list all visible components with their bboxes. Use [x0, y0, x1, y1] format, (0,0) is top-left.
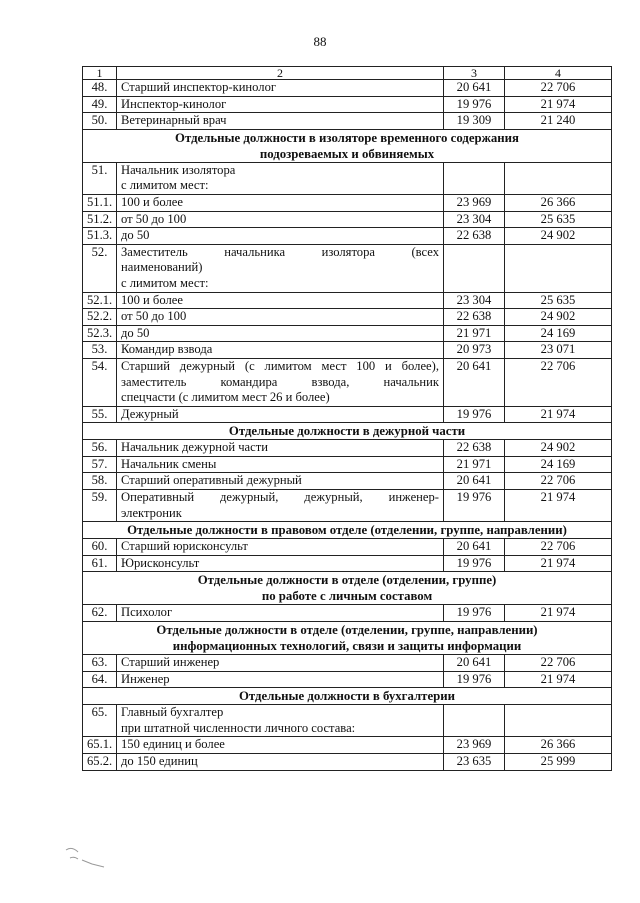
- salary-min-value: 20 641: [444, 655, 505, 672]
- salary-min-value: 19 976: [444, 605, 505, 622]
- position-name: [117, 309, 444, 326]
- position-name: [117, 490, 444, 522]
- section-header-row: [83, 688, 612, 705]
- position-name: [117, 244, 444, 292]
- salary-max-value: 22 706: [505, 80, 612, 97]
- position-name-line: Оперативный дежурный, дежурный, инженер-: [121, 490, 439, 505]
- position-name-line: Начальник изолятора: [121, 162, 236, 177]
- position-name-line: от 50 до 100: [121, 211, 187, 226]
- salary-min-value: 23 969: [444, 194, 505, 211]
- table-row: [83, 473, 612, 490]
- position-name: [117, 292, 444, 309]
- page-number: 88: [313, 34, 327, 49]
- table-row: [83, 737, 612, 754]
- position-name: [117, 96, 444, 113]
- salary-max-value: [505, 705, 612, 737]
- position-name-line: Заместитель начальника изолятора (всех: [121, 244, 439, 259]
- position-name-line: с лимитом мест:: [121, 178, 209, 193]
- position-name-line: 150 единиц и более: [121, 737, 225, 752]
- position-name: [117, 555, 444, 572]
- row-number: 60.: [83, 539, 117, 556]
- salary-max-value: 23 071: [505, 342, 612, 359]
- section-title: [83, 129, 612, 162]
- table-body: [83, 67, 612, 771]
- salary-max-value: 24 902: [505, 440, 612, 457]
- table-row: [83, 440, 612, 457]
- salary-min-value: 22 638: [444, 309, 505, 326]
- table-row: [83, 194, 612, 211]
- position-name: [117, 605, 444, 622]
- position-name: [117, 737, 444, 754]
- table-row: [83, 292, 612, 309]
- position-name-line: заместитель командира взвода, начальник: [121, 374, 439, 389]
- position-name-line: Командир взвода: [121, 342, 213, 357]
- header-cell-3: 3: [444, 67, 505, 80]
- table-row: [83, 244, 612, 292]
- position-name: [117, 440, 444, 457]
- row-number: 65.2.: [83, 754, 117, 771]
- salary-min-value: 23 304: [444, 292, 505, 309]
- table-row: [83, 162, 612, 194]
- position-name: [117, 113, 444, 130]
- salary-min-value: 22 638: [444, 440, 505, 457]
- salary-max-value: 25 635: [505, 292, 612, 309]
- position-name: [117, 162, 444, 194]
- position-name-line: с лимитом мест:: [121, 275, 209, 290]
- table-row: [83, 96, 612, 113]
- position-name-line: Старший инженер: [121, 655, 220, 670]
- table-row: [83, 671, 612, 688]
- salary-min-value: 20 641: [444, 539, 505, 556]
- position-name: [117, 80, 444, 97]
- position-name: [117, 539, 444, 556]
- salary-max-value: 26 366: [505, 194, 612, 211]
- salary-min-value: 19 976: [444, 406, 505, 423]
- table-row: [83, 705, 612, 737]
- position-name-line: Инспектор-кинолог: [121, 96, 227, 111]
- row-number: 59.: [83, 490, 117, 522]
- section-title: [83, 572, 612, 605]
- position-name-line: Инженер: [121, 671, 170, 686]
- position-name: [117, 211, 444, 228]
- row-number: 62.: [83, 605, 117, 622]
- row-number: 51.1.: [83, 194, 117, 211]
- table-row: [83, 358, 612, 406]
- section-title-line: информационных технологий, связи и защиты информации: [172, 639, 522, 654]
- row-number: 51.3.: [83, 228, 117, 245]
- salary-max-value: [505, 162, 612, 194]
- salary-min-value: 23 304: [444, 211, 505, 228]
- scan-smudge-mark: [62, 840, 112, 870]
- section-header-row: [83, 622, 612, 655]
- table-row: [83, 754, 612, 771]
- row-number: 48.: [83, 80, 117, 97]
- row-number: 65.: [83, 705, 117, 737]
- table-row: [83, 309, 612, 326]
- position-name-line: 100 и более: [121, 194, 183, 209]
- section-header-row: [83, 129, 612, 162]
- section-title-line: Отдельные должности в правовом отделе (отделении, группе, направлении): [127, 523, 567, 538]
- header-cell-4: 4: [505, 67, 612, 80]
- salary-min-value: 19 976: [444, 555, 505, 572]
- section-header-row: [83, 522, 612, 539]
- table-row: [83, 113, 612, 130]
- salary-max-value: 26 366: [505, 737, 612, 754]
- position-name-line: Начальник смены: [121, 456, 217, 471]
- section-title-line: Отдельные должности в бухгалтерии: [238, 689, 456, 704]
- salary-min-value: [444, 705, 505, 737]
- table-row: [83, 456, 612, 473]
- salary-max-value: 22 706: [505, 473, 612, 490]
- section-title-line: подозреваемых и обвиняемых: [259, 146, 435, 161]
- salary-min-value: 20 641: [444, 80, 505, 97]
- header-cell-2: 2: [117, 67, 444, 80]
- section-header-row: [83, 423, 612, 440]
- section-title-line: по работе с личным составом: [261, 589, 433, 604]
- position-name: [117, 358, 444, 406]
- position-name: [117, 473, 444, 490]
- position-name: [117, 228, 444, 245]
- section-title-line: Отдельные должности в отделе (отделении, группе, направлении): [156, 623, 538, 638]
- row-number: 51.2.: [83, 211, 117, 228]
- table-row: [83, 555, 612, 572]
- salary-max-value: 21 240: [505, 113, 612, 130]
- salary-max-value: 21 974: [505, 96, 612, 113]
- position-name-line: электроник: [121, 505, 182, 520]
- row-number: 52.3.: [83, 325, 117, 342]
- table-row: [83, 605, 612, 622]
- salary-max-value: 21 974: [505, 490, 612, 522]
- salary-max-value: 24 169: [505, 325, 612, 342]
- salary-min-value: 21 971: [444, 325, 505, 342]
- table-row: [83, 406, 612, 423]
- table-row: [83, 539, 612, 556]
- salary-min-value: 23 635: [444, 754, 505, 771]
- row-number: 63.: [83, 655, 117, 672]
- header-cell-1: 1: [83, 67, 117, 80]
- position-name-line: Старший оперативный дежурный: [121, 473, 302, 488]
- position-name-line: Дежурный: [121, 406, 179, 421]
- salary-min-value: 21 971: [444, 456, 505, 473]
- section-title-line: Отдельные должности в изоляторе временного содержания: [175, 130, 519, 145]
- table-row: [83, 342, 612, 359]
- row-number: 52.: [83, 244, 117, 292]
- salary-max-value: 24 169: [505, 456, 612, 473]
- salary-min-value: 20 641: [444, 358, 505, 406]
- position-name-line: Главный бухгалтер: [121, 705, 224, 720]
- row-number: 50.: [83, 113, 117, 130]
- table-row: [83, 490, 612, 522]
- section-header-row: [83, 572, 612, 605]
- section-title: [83, 622, 612, 655]
- table-row: [83, 655, 612, 672]
- row-number: 52.1.: [83, 292, 117, 309]
- salary-max-value: 21 974: [505, 671, 612, 688]
- position-name-line: Ветеринарный врач: [121, 113, 227, 128]
- salary-max-value: [505, 244, 612, 292]
- row-number: 53.: [83, 342, 117, 359]
- salary-min-value: 22 638: [444, 228, 505, 245]
- salary-table: [82, 66, 612, 771]
- row-number: 58.: [83, 473, 117, 490]
- salary-max-value: 24 902: [505, 309, 612, 326]
- row-number: 51.: [83, 162, 117, 194]
- salary-min-value: 19 976: [444, 96, 505, 113]
- position-name-line: до 150 единиц: [121, 754, 198, 768]
- position-name-line: Юрисконсульт: [121, 555, 200, 570]
- section-title: [83, 522, 612, 539]
- salary-min-value: 20 973: [444, 342, 505, 359]
- position-name: [117, 456, 444, 473]
- salary-max-value: 22 706: [505, 655, 612, 672]
- salary-min-value: 19 976: [444, 490, 505, 522]
- row-number: 61.: [83, 555, 117, 572]
- salary-max-value: 25 999: [505, 754, 612, 771]
- salary-max-value: 21 974: [505, 406, 612, 423]
- position-name-line: Старший инспектор-кинолог: [121, 80, 277, 94]
- row-number: 55.: [83, 406, 117, 423]
- salary-min-value: [444, 244, 505, 292]
- salary-min-value: 20 641: [444, 473, 505, 490]
- position-name: [117, 655, 444, 672]
- position-name: [117, 754, 444, 771]
- section-title-line: Отдельные должности в отделе (отделении, группе): [197, 573, 497, 588]
- salary-min-value: 19 309: [444, 113, 505, 130]
- position-name-line: спецчасти (с лимитом мест 26 и более): [121, 390, 330, 405]
- position-name-line: Начальник дежурной части: [121, 440, 268, 455]
- position-name-line: 100 и более: [121, 292, 183, 307]
- position-name: [117, 406, 444, 423]
- position-name-line: до 50: [121, 228, 150, 243]
- salary-max-value: 24 902: [505, 228, 612, 245]
- row-number: 56.: [83, 440, 117, 457]
- position-name: [117, 671, 444, 688]
- table-row: [83, 325, 612, 342]
- row-number: 57.: [83, 456, 117, 473]
- salary-max-value: 21 974: [505, 605, 612, 622]
- row-number: 64.: [83, 671, 117, 688]
- position-name: [117, 342, 444, 359]
- row-number: 52.2.: [83, 309, 117, 326]
- row-number: 65.1.: [83, 737, 117, 754]
- salary-max-value: 22 706: [505, 358, 612, 406]
- section-title-line: Отдельные должности в дежурной части: [228, 424, 466, 439]
- table-header-row: [83, 67, 612, 80]
- table-row: [83, 80, 612, 97]
- table-row: [83, 228, 612, 245]
- salary-max-value: 25 635: [505, 211, 612, 228]
- salary-min-value: 19 976: [444, 671, 505, 688]
- row-number: 54.: [83, 358, 117, 406]
- position-name-line: Старший дежурный (с лимитом мест 100 и более),: [121, 358, 439, 373]
- position-name: [117, 705, 444, 737]
- position-name: [117, 194, 444, 211]
- position-name-line: наименований): [121, 260, 203, 275]
- position-name-line: от 50 до 100: [121, 309, 187, 324]
- salary-max-value: 22 706: [505, 539, 612, 556]
- salary-max-value: 21 974: [505, 555, 612, 572]
- section-title: [83, 423, 612, 440]
- position-name: [117, 325, 444, 342]
- position-name-line: до 50: [121, 325, 150, 340]
- row-number: 49.: [83, 96, 117, 113]
- salary-min-value: [444, 162, 505, 194]
- section-title: [83, 688, 612, 705]
- position-name-line: Старший юрисконсульт: [121, 539, 248, 554]
- position-name-line: при штатной численности личного состава:: [121, 720, 356, 735]
- table-row: [83, 211, 612, 228]
- salary-min-value: 23 969: [444, 737, 505, 754]
- position-name-line: Психолог: [121, 605, 173, 620]
